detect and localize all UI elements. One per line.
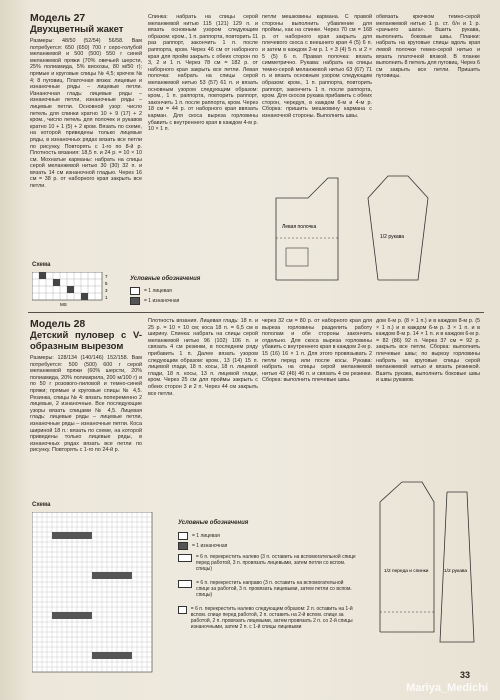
m28-sleeve-label: 1/2 рукава	[444, 569, 468, 574]
m28-front-label: 1/2 переда и спинки	[384, 569, 429, 574]
schema2-legend-knit	[178, 532, 220, 540]
schema1-row-1: 1	[105, 295, 108, 300]
schema2-legend-title: Условные обозначения	[178, 520, 249, 526]
knit-swatch	[178, 532, 188, 540]
purl-swatch	[130, 297, 140, 305]
schema2-label: Схема	[32, 502, 51, 508]
m27-title: Двухцветный жакет	[30, 24, 124, 35]
m27-pattern-diagrams	[268, 168, 478, 288]
m27-sleeve-diagram	[368, 176, 428, 280]
schema1-label: Схема	[32, 262, 51, 268]
schema2-legend-cross-complex-text: = 6 п. перекрестить налево следующим образом: 2 п. оставить на 1-й вспом. спице перед работой, 2 п. оставить на 2-й вспом. спице за работой, 2 п. провязать лицевыми, затем провязать 2 п. со 2-й спицы изнаночными, затем 2 п. с 1-й спицы лицевыми	[190, 606, 353, 630]
page-number: 33	[459, 670, 470, 680]
m28-text-3: через 32 см = 80 р. от наборного края для выреза горловины разделить работу пополам и обе стороны закончить отдельно. Для скоса выреза горловины убавить с внутреннего края в каждом 2-м р. 15 (16) 16 × 1 п. Для этого провязывать 2 петли перед или после косы. Рукава: набрать на спицы серой меланжевой нитью 42 (46) 46 п. и связать 4 см резинки. Сборка: выполнить плечевые швы.	[262, 318, 372, 384]
m28-column-4	[376, 318, 480, 458]
schema1-row-5: 5	[105, 281, 108, 286]
schema2-legend-cross-complex	[178, 606, 358, 630]
cross-left-swatch	[178, 554, 192, 562]
schema1-row-7: 7	[105, 274, 108, 279]
schema1-legend-knit-text: = 1 лицевая	[144, 288, 172, 294]
schema2-legend-purl-text: = 1 изнаночная	[192, 543, 228, 549]
m27-left-front-label: Левая полочка	[282, 224, 317, 230]
m28-column-1	[30, 318, 142, 498]
schema2-legend-purl	[178, 542, 227, 550]
schema2-legend-cross-left	[178, 554, 358, 572]
m27-column-2	[148, 14, 258, 234]
m27-text-1: Размеры: 48/50 (52/54) 56/58. Вам потребуется: 650 (650) 700 г серо-голубой меланжевой и 500 (500) 550 г синей меланжевой пряжи (70% овечьей шерсти, 25% полиамида, 5% вискозы, 80 м/50 г); прямые и круговые спицы № 4,5; крючок № 4; 8 пуговиц. Платочная вязка: лицевые и изнаночные ряды – лицевые петли. Изнаночная гладь: лицевые ряды – изнаночные петли, изнаночные ряды – лицевые петли. Основной узор: число петель для спинки кратно 10 + 9 (17) + 2 кром., число петель для полочек и рукавов кратно 10 + 1 (5) + 2 кром. Вязать по схеме, на которой приведены только лицевые ряды, в изнаночных рядах вязать все петли по рисунку. Повторять с 1-го по 8-й р. Плотность вязания: 18,5 п. и 24 р. = 10 × 10 см. Мохнатые карманы: набрать на спицы серой меланжевой нитью 30 (30) 32 п. и вязать 14 см изнаночной гладью. Через 16 см = 38 р. от наборного края закрыть все петли.	[30, 38, 142, 190]
m27-column-3	[262, 14, 372, 164]
m28-sleeve-diagram	[440, 492, 474, 642]
m27-left-front-diagram	[276, 178, 338, 280]
schema2-grid	[32, 512, 162, 677]
watermark: Mariya_Medichi	[406, 682, 488, 694]
m27-text-2: Спинка: набрать на спицы серой меланжевой нитью 115 (121) 129 п. и вязать основным узором следующим образом: кром., 1 п. раппорта, повторить 11 раз раппорт, закончить 1 п. после раппорта, кром. Через 46 см от наборного края для пройм закрыть с обеих сторон по 3, 2 и 1 п. Через 78 см = 182 р. от наборного края закрыть все петли. Левая полочка: набрать на спицы серой меланжевой нитью 53 (57) 61 п. и вязать основным узором следующим образом: кром., 1 п. раппорта, повторить раппорт, закончить 1 п. после раппорта, кром. Через 18 см = 44 р. от наборного края ввязать карман. Для скоса выреза горловины убавить с внутреннего края в каждом 4-м р. 10 × 1 п.	[148, 14, 258, 133]
m28-column-2	[148, 318, 258, 498]
m28-column-3	[262, 318, 372, 458]
m27-column-1	[30, 12, 142, 191]
m27-sleeve-label: 1/2 рукава	[380, 234, 405, 240]
purl-swatch	[178, 542, 188, 550]
cross-complex-swatch	[178, 606, 187, 614]
m28-text-1: Размеры: 128/134 (140/146) 152/158. Вам потребуется: 500 (500) 600 г серой меланжевой пряжи (60% шерсти, 20% полиамида, 20% полиакрила, 200 м/100 г) и по 50 г розового-лиловой и темно-синей пряжи; прямые и круговые спицы № 4,5. Резинка, спицы № 4: вязать попеременно 2 лицевые, 2 изнаночные. Все последующие узоры вязать спицами № 4,5. Лицевая гладь: лицевые ряды – лицевые петли, изнаночные ряды – изнаночные петли. Коса шириной 18 п.: вязать по схеме, на которой приведены только лицевые ряды, в изнаночных рядах вязать все петли по рисунку. Повторять с 1-го по 24-й р.	[30, 355, 142, 454]
m28-text-2: Плотность вязания. Лицевая гладь: 18 п. и 25 р. = 10 × 10 см; коса 18 п. = 6,5 см в ширину. Спинка: набрать на спицы серой меланжевой нитью 96 (102) 106 п. и связать 4 см резинки, в последнем ряду прибавить 1 п. Далее вязать узором следующим образом: кром., 13 (14) 15 п. лицевой глади, 18 п. косы, 18 п. лицевой глади, 18 п. косы, 13 п. лицевой глади, кром. Через 25 см для проймы закрыть с обеих сторон 3 и 2 п. Через 44 см закрыть все петли.	[148, 318, 258, 397]
schema1-grid	[32, 272, 114, 306]
schema2-legend-knit-text: = 1 лицевая	[192, 533, 220, 539]
schema2-legend-cross-right-text: = 6 п. перекрестить направо (3 п. оставить на вспомогательной спице за работой, 3 п. провязать лицевыми, затем петли со вспом. спицы)	[196, 580, 352, 598]
m28-title: Детский пуловер с V-образным вырезом	[30, 330, 142, 352]
m27-text-3: петли мешковины кармана. С правой стороны выполнить убавление для проймы, как на спинке. Через 70 см = 168 р. от наборного края закрыть для плечевого скоса с внешнего края 4 (5) 6 п. и затем в каждом 2-м р. 1 × 3 (4) 5 п. и 2 × 5 (5) 6 п. Правая полочка: вязать симметрично. Рукава: набрать на спицы темно-серой меланжевой нитью 63 (67) 71 п. и вязать основным узором следующим образом: кром., 1 п. раппорта, повторить раппорт, закончить 1 п. после раппорта, кром. Для скосов рукава прибавить с обеих сторон, чередуя, в каждом 6-м и 4-м р. Сборка: пришить мешковину кармана с изнаночной стороны. Выполнить швы.	[262, 14, 372, 119]
m28-model-number: Модель 28	[30, 318, 86, 330]
schema2-legend-cross-right	[178, 580, 358, 598]
schema1-legend-purl-text: = 1 изнаночная	[144, 298, 180, 304]
schema1-row-3: 3	[105, 288, 108, 293]
schema1-legend-purl	[130, 297, 179, 305]
schema1-rapport: МS	[60, 302, 67, 306]
m27-text-4: обвязать крючком темно-серой меланжевой нитью 1 р. ст. б/н и 1 р. «рачьего шага». Вшить рукава, выполнить боковые швы. Планки: набрать на круговые спицы вдоль края левой полочки темно-серой нитью и вязать платочной вязкой. В планке выполнить 8 петель для пуговиц. Через 6 см закрыть все петли. Пришить пуговицы.	[376, 14, 480, 80]
m28-text-4: дом 6-м р. (8 × 1 п.) и в каждом 8-м р. (5 × 1 п.) и в каждом 6-м р. 3 × 1 п. и в каждом 8-м р. 14 × 1 п. и в каждом 6-м р. = 82 (86) 92 п. Через 37 см = 92 р. закрыть все петли. Сборка: выполнить плечевые швы; по вырезу горловины набрать на круговые спицы серой меланжевой нитью и вязать резинкой. Вшить рукава, выполнить боковые швы и швы рукавов.	[376, 318, 480, 384]
knit-swatch	[130, 287, 140, 295]
m27-model-number: Модель 27	[30, 12, 86, 24]
schema1-legend-knit	[130, 287, 172, 295]
section-divider	[28, 312, 484, 313]
m27-column-4	[376, 14, 480, 164]
m28-front-back-diagram	[380, 482, 434, 632]
schema1-legend-title: Условные обозначения	[130, 276, 201, 282]
cross-right-swatch	[178, 580, 192, 588]
schema2-legend-cross-left-text: = 6 п. перекрестить налево (3 п. оставить на вспомогательной спице перед работой, 3 п. провязать лицевыми, затем петли со вспом. спицы)	[195, 554, 356, 572]
m28-pattern-diagrams	[372, 462, 482, 672]
